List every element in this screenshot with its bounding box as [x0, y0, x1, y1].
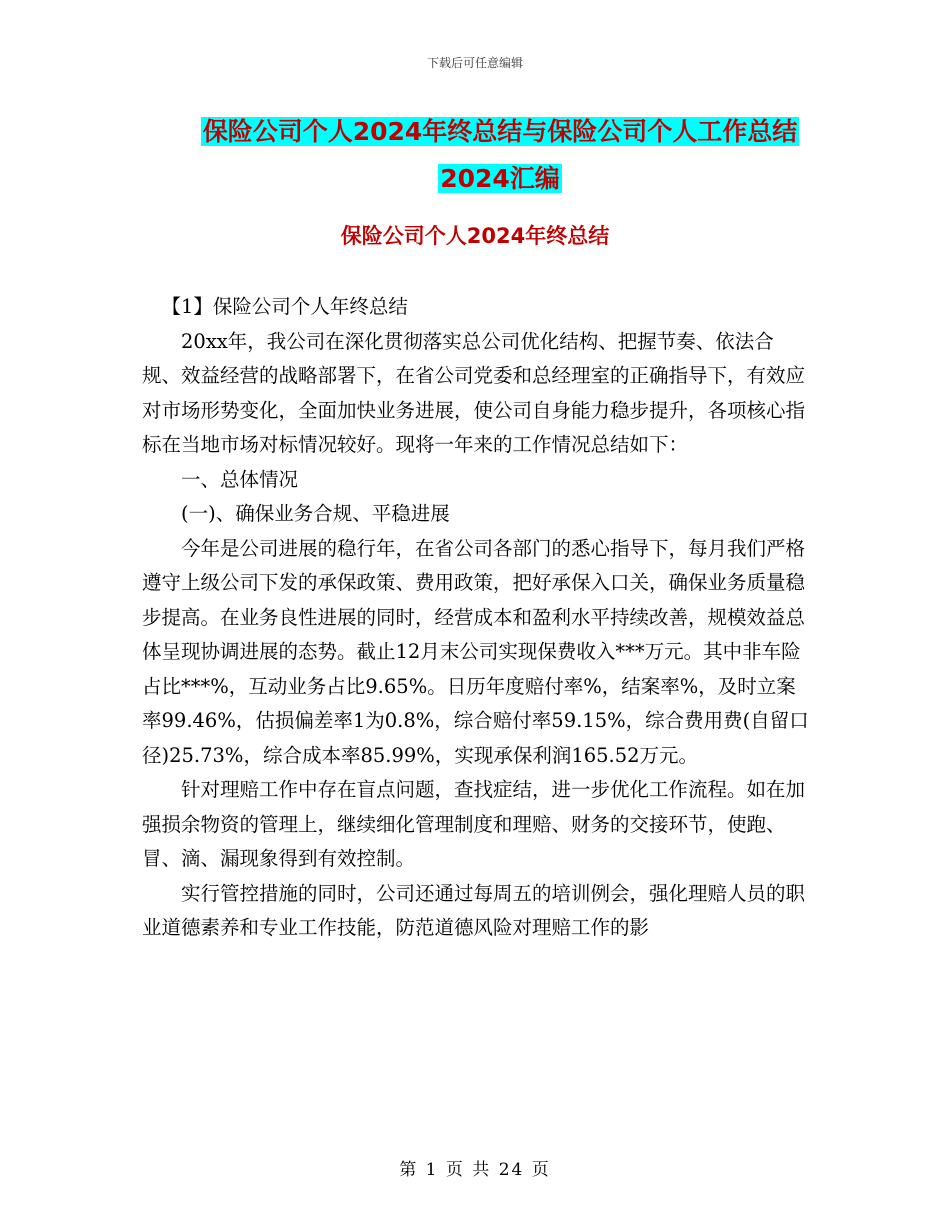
paragraph-heading: 【1】保险公司个人年终总结 [161, 295, 408, 318]
paragraph: 针对理赔工作中存在盲点问题，查找症结，进一步优化工作流程。如在加强损余物资的管理上，继续细化管理制度和理赔、财务的交接环节，使跑、冒、滴、漏现象得到有效控制。 [142, 778, 806, 870]
body-text [142, 290, 810, 946]
paragraph-heading: 一、总体情况 [181, 467, 299, 491]
paragraph: 20xx年，我公司在深化贯彻落实总公司优化结构、把握节奏、依法合规、效益经营的战略部署下，在省公司党委和总经理室的正确指导下，有效应对市场形势变化，全面加快业务进展，使公司自身能力稳步提升，各项核心指标在当地市场对标情况较好。现将一年来的工作情况总结如下： [142, 329, 806, 456]
document-title [140, 108, 860, 202]
paragraph-heading: (一)、确保业务合规、平稳进展 [181, 502, 450, 525]
header-note: 下载后可任意编辑 [426, 56, 523, 70]
page-number: 第 1 页 共 24 页 [399, 1160, 551, 1180]
section-title: 保险公司个人2024年终总结 [340, 224, 610, 248]
title-line-2: 2024汇编 [440, 164, 560, 193]
title-line-1: 保险公司个人2024年终总结与保险公司个人工作总结 [202, 117, 798, 146]
paragraph: 实行管控措施的同时，公司还通过每周五的培训例会，强化理赔人员的职业道德素养和专业工作技能，防范道德风险对理赔工作的影 [142, 881, 806, 939]
paragraph: 今年是公司进展的稳行年，在省公司各部门的悉心指导下，每月我们严格遵守上级公司下发的承保政策、费用政策，把好承保入口关，确保业务质量稳步提高。在业务良性进展的同时，经营成本和盈利水平持续改善，规模效益总体呈现协调进展的态势。截止12月末公司实现保费收入***万元。其中非车险占比***%，互动业务占比9.65%。日历年度赔付率%，结案率%，及时立案率99.46%，估损偏差率1为0.8%，综合赔付率59.15%，综合费用费(自留口径)25.73%，综合成本率85.99%，实现承保利润165.52万元。 [142, 536, 809, 767]
